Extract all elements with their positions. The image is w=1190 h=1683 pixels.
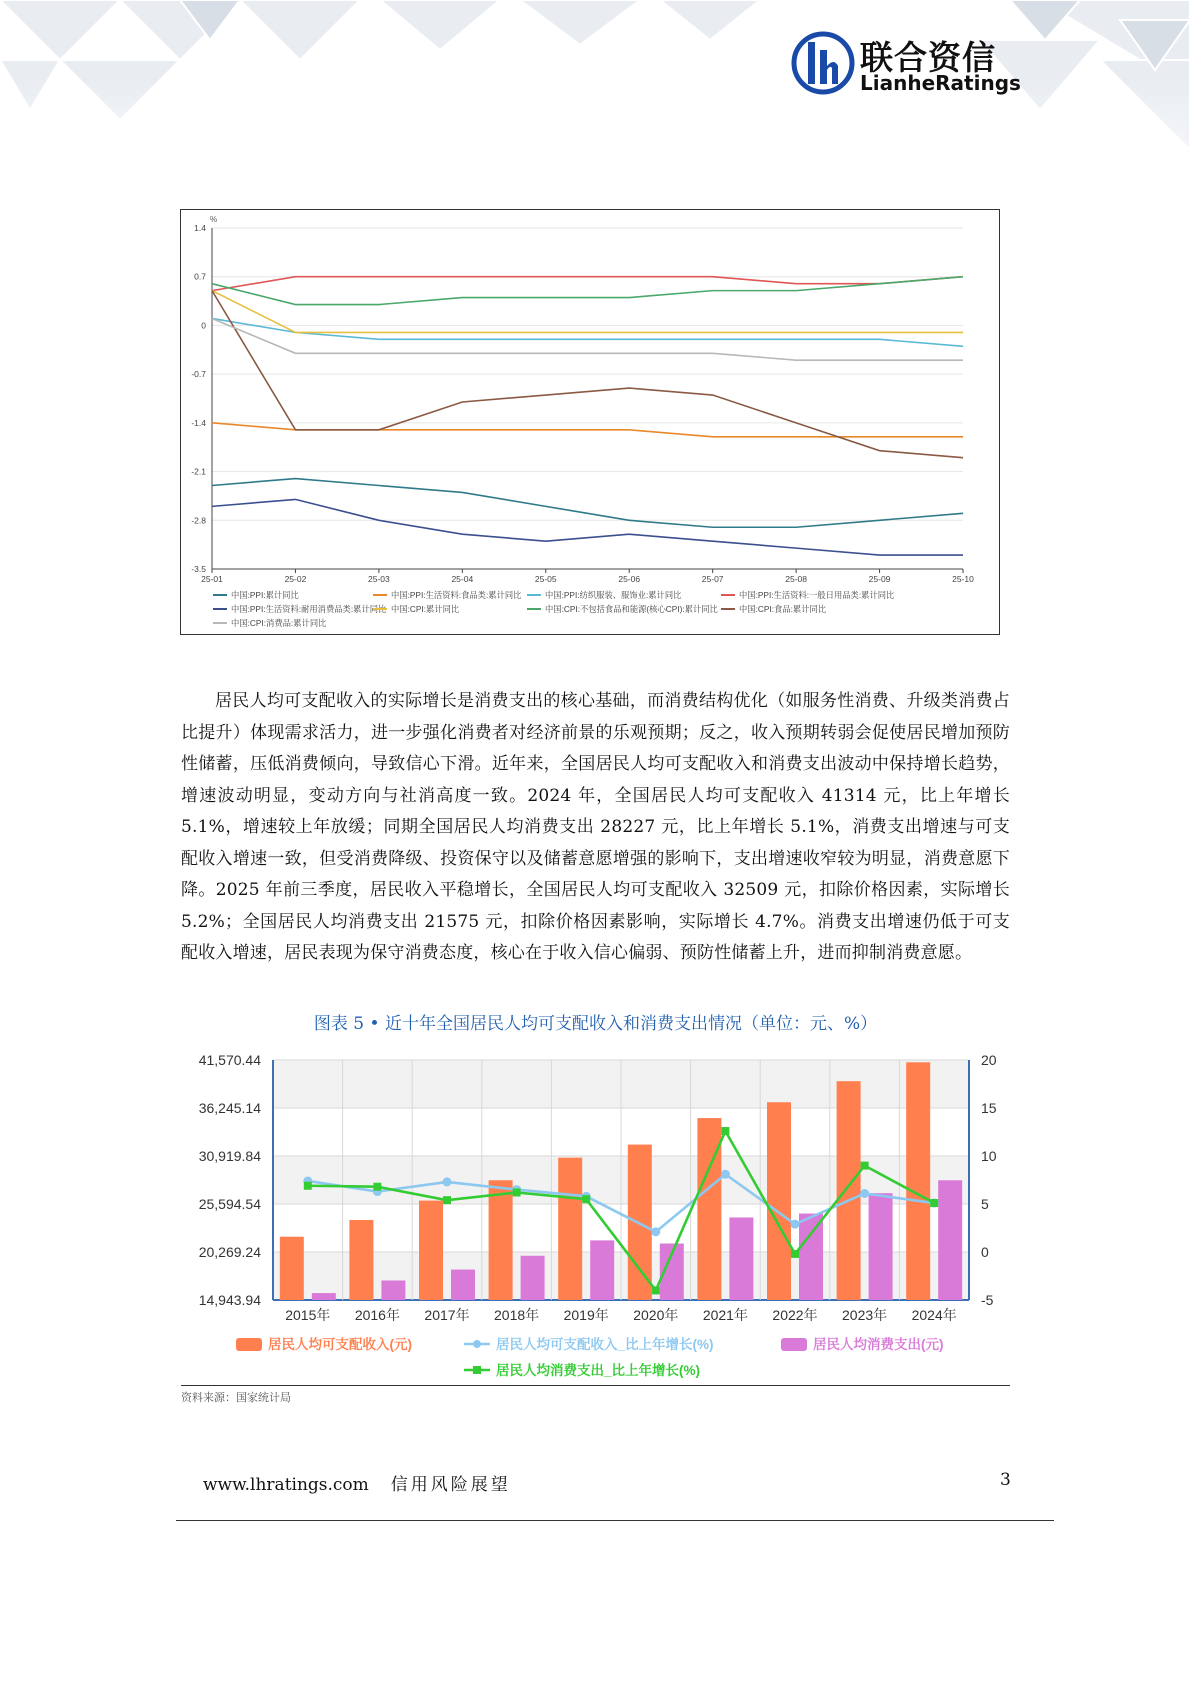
legend-marker [473, 1366, 481, 1374]
x-tick-label: 25-09 [868, 574, 891, 584]
lianhe-logo-icon [790, 30, 856, 96]
left-tick-label: 25,594.54 [198, 1196, 261, 1212]
right-tick-label: -5 [981, 1292, 994, 1308]
right-tick-label: 0 [981, 1244, 989, 1260]
left-tick-label: 20,269.24 [198, 1244, 261, 1260]
data-point [651, 1227, 660, 1236]
footer-website[interactable]: www.lhratings.com [203, 1475, 369, 1495]
bar [590, 1240, 614, 1300]
legend-label: 中国:CPI:食品:累计同比 [739, 604, 827, 614]
legend-label: 中国:PPI:累计同比 [231, 590, 299, 600]
bar [419, 1201, 443, 1300]
x-tick-label: 25-08 [785, 574, 807, 584]
x-tick-label: 25-10 [952, 574, 974, 584]
x-tick-label: 2015年 [285, 1307, 331, 1323]
page-number: 3 [1000, 1470, 1011, 1490]
source-note: 资料来源：国家统计局 [181, 1391, 291, 1404]
brand-name-en: LianheRatings [860, 71, 1021, 95]
bar [381, 1280, 405, 1300]
bar [558, 1158, 582, 1300]
x-tick-label: 2023年 [842, 1307, 888, 1323]
legend-label: 中国:PPI:生活资料:耐用消费品类:累计同比 [231, 604, 387, 614]
legend-label: 中国:CPI:累计同比 [391, 604, 460, 614]
x-tick-label: 2022年 [772, 1307, 818, 1323]
x-tick-label: 2016年 [354, 1307, 400, 1323]
bar [938, 1180, 962, 1300]
legend-swatch [236, 1338, 262, 1351]
legend-label: 中国:CPI:消费品:累计同比 [231, 618, 327, 628]
data-point [513, 1188, 521, 1196]
right-tick-label: 5 [981, 1196, 989, 1212]
legend-label: 中国:PPI:生活资料:食品类:累计同比 [391, 590, 522, 600]
brand-name-cn: 联合资信 [860, 38, 996, 77]
data-point [721, 1127, 729, 1135]
bar [767, 1102, 791, 1300]
y-tick-label: -0.7 [191, 369, 206, 380]
data-point [861, 1162, 869, 1170]
price-index-chart-svg [181, 210, 999, 634]
income-consumption-chart-svg [181, 1045, 1010, 1385]
x-tick-label: 25-03 [368, 574, 390, 584]
x-tick-label: 2019年 [563, 1307, 609, 1323]
data-point [652, 1286, 660, 1294]
body-paragraph-block [181, 686, 1010, 970]
data-point [373, 1183, 381, 1191]
body-paragraph: 居民人均可支配收入的实际增长是消费支出的核心基础，而消费结构优化（如服务性消费、升级类消费占比提升）体现需求活力，进一步强化消费者对经济前景的乐观预期；反之，收入预期转弱会促使居民增加预防性储蓄，压低消费倾向，导致信心下滑。近年来，全国居民人均可支配收入和消费支出波动中保持增长趋势，增速波动明显，变动方向与社消高度一致。2024 年，全国居民人均可支配收入 41314 元，比上年增长 5.1%，增速较上年放缓；同期全国居民人均消费支出 28227 元，比上年增长 5.1%，消费支出增速与可支配收入增速一致，但受消费降级、投资保守以及储蓄意愿增强的影响下，支出增速收窄较为明显，消费意愿下降。2025 年前三季度，居民收入平稳增长，全国居民人均可支配收入 32509 元，扣除价格因素，实际增长 5.2%；全国居民人均消费支出 21575 元，扣除价格因素影响，实际增长 4.7%。消费支出增速仍低于可支配收入增速，居民表现为保守消费态度，核心在于收入信心偏弱、预防性储蓄上升，进而抑制消费意愿。 [181, 691, 1010, 963]
left-tick-label: 30,919.84 [198, 1148, 261, 1164]
x-tick-label: 25-07 [701, 574, 724, 584]
y-tick-label: -2.8 [191, 515, 206, 526]
legend-label: 中国:PPI:纺织服装、服饰业:累计同比 [545, 590, 682, 600]
y-tick-label: -1.4 [191, 417, 206, 428]
series-line [212, 499, 963, 555]
bar [489, 1180, 513, 1300]
bar [729, 1217, 753, 1300]
series-line [212, 277, 963, 291]
bar [869, 1193, 893, 1300]
bar [837, 1081, 861, 1300]
unit-label: % [210, 215, 218, 224]
y-tick-label: 0.7 [194, 271, 206, 282]
bar [799, 1214, 823, 1300]
right-tick-label: 15 [981, 1100, 997, 1116]
x-tick-label: 2020年 [633, 1307, 679, 1323]
data-point [443, 1196, 451, 1204]
legend-label: 居民人均可支配收入_比上年增长(%) [496, 1337, 714, 1352]
bar [521, 1256, 545, 1300]
income-consumption-chart [181, 1045, 1010, 1385]
left-tick-label: 41,570.44 [198, 1052, 261, 1068]
x-tick-label: 2021年 [702, 1307, 748, 1323]
page-footer [203, 1470, 511, 1495]
bar [906, 1062, 930, 1300]
legend-label: 居民人均消费支出(元) [813, 1337, 944, 1352]
right-tick-label: 10 [981, 1148, 997, 1164]
data-point [930, 1199, 938, 1207]
x-tick-label: 25-04 [451, 574, 474, 584]
left-tick-label: 36,245.14 [198, 1100, 261, 1116]
data-point [443, 1177, 452, 1186]
data-point [304, 1182, 312, 1190]
left-tick-label: 14,943.94 [198, 1292, 261, 1308]
data-point [791, 1220, 800, 1229]
y-tick-label: -2.1 [191, 466, 206, 477]
footer-title: 信用风险展望 [390, 1475, 511, 1495]
price-index-chart [180, 209, 1000, 635]
legend-label: 中国:PPI:生活资料:一般日用品类:累计同比 [739, 590, 895, 600]
source-divider [181, 1385, 1010, 1386]
legend-marker [473, 1340, 481, 1348]
x-tick-label: 25-05 [534, 574, 557, 584]
series-line [212, 277, 963, 305]
legend-label: 居民人均可支配收入(元) [268, 1337, 412, 1352]
y-tick-label: -3.5 [191, 564, 206, 574]
data-point [721, 1170, 730, 1179]
footer-divider [176, 1520, 1054, 1521]
brand-logo [790, 30, 1020, 100]
x-tick-label: 25-02 [284, 574, 307, 584]
data-point [582, 1195, 590, 1203]
x-tick-label: 2017年 [424, 1307, 470, 1323]
bar [349, 1220, 373, 1300]
figure5-title: 图表 5 • 近十年全国居民人均可支配收入和消费支出情况（单位：元、%） [313, 1014, 878, 1034]
x-tick-label: 2024年 [911, 1307, 957, 1323]
y-tick-label: 1.4 [194, 223, 206, 233]
y-tick-label: 0 [201, 320, 206, 331]
legend-swatch [781, 1338, 807, 1351]
data-point [860, 1189, 869, 1198]
bar [451, 1270, 475, 1300]
bar [280, 1237, 304, 1300]
bar [312, 1293, 336, 1300]
legend-label: 中国:CPI:不包括食品和能源(核心CPI):累计同比 [545, 604, 718, 614]
data-point [791, 1250, 799, 1258]
right-tick-label: 20 [981, 1052, 997, 1068]
x-tick-label: 2018年 [494, 1307, 540, 1323]
x-tick-label: 25-01 [201, 574, 223, 584]
x-tick-label: 25-06 [618, 574, 641, 584]
legend-label: 居民人均消费支出_比上年增长(%) [496, 1363, 701, 1378]
